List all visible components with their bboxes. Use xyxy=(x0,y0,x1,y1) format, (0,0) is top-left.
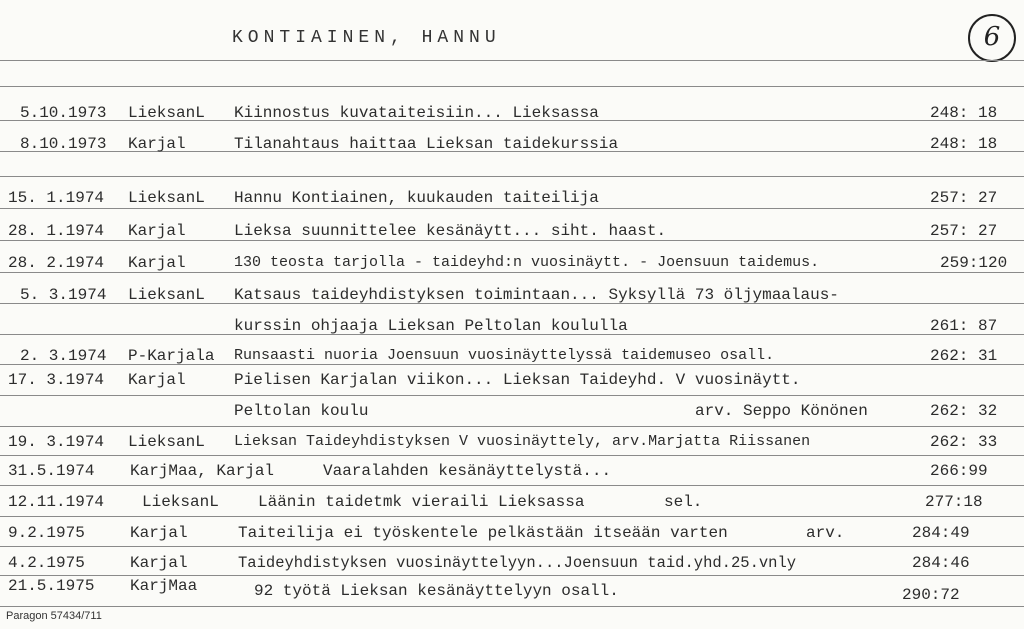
entry-date: 5.10.1973 xyxy=(20,104,107,122)
entry-text: Tilanahtaus haittaa Lieksan taidekurssia xyxy=(234,135,619,153)
entry-date: 21.5.1975 xyxy=(8,577,95,595)
entry-date: 9.2.1975 xyxy=(8,524,85,542)
entry-text: Vaaralahden kesänäyttelystä... xyxy=(323,462,612,480)
entry-date: 12.11.1974 xyxy=(8,493,105,511)
entry-text: Runsaasti nuoria Joensuun vuosinäyttelyssä taidemuseo osall. xyxy=(234,347,775,364)
entry-text: Kiinnostus kuvataiteisiin... Lieksassa xyxy=(234,104,599,122)
entry-date: 28. 2.1974 xyxy=(8,254,105,272)
entry-date: 31.5.1974 xyxy=(8,462,95,480)
entry-source: Karjal xyxy=(130,554,188,572)
entry-date: 19. 3.1974 xyxy=(8,433,105,451)
entry-source: Karjal xyxy=(128,135,186,153)
entry-source: LieksanL xyxy=(128,286,205,304)
card-title: KONTIAINEN, HANNU xyxy=(232,28,501,48)
rule-line xyxy=(0,516,1024,517)
entry-source: Karjal xyxy=(128,371,186,389)
entry-ref: 266:99 xyxy=(930,462,988,480)
entry-text: Lieksan Taideyhdistyksen V vuosinäyttely, arv.Marjatta Riissanen xyxy=(234,433,811,450)
entry-date: 5. 3.1974 xyxy=(20,286,107,304)
entry-ref: 290:72 xyxy=(902,586,960,604)
rule-line xyxy=(0,546,1024,547)
entry-ref: 248: 18 xyxy=(930,135,998,153)
entry-source: LieksanL xyxy=(128,104,205,122)
entry-annotation: arv. Seppo Könönen xyxy=(695,402,868,420)
print-code: Paragon 57434/711 xyxy=(6,610,102,622)
entry-source: Karjal xyxy=(130,524,188,542)
entry-text: Hannu Kontiainen, kuukauden taiteilija xyxy=(234,189,599,207)
entry-source: Karjal xyxy=(128,222,186,240)
rule-line xyxy=(0,60,1024,61)
card-number-circle: 6 xyxy=(968,14,1016,62)
entry-text: Taiteilija ei työskentele pelkästään itseään varten xyxy=(238,524,728,542)
rule-line xyxy=(0,272,1024,273)
rule-line xyxy=(0,208,1024,209)
entry-date: 4.2.1975 xyxy=(8,554,85,572)
entry-ref: 262: 32 xyxy=(930,402,998,420)
entry-date: 17. 3.1974 xyxy=(8,371,105,389)
entry-ref: 262: 31 xyxy=(930,347,998,365)
entry-ref: 259:120 xyxy=(940,254,1008,272)
entry-source: LieksanL xyxy=(128,433,205,451)
entry-ref: 284:46 xyxy=(912,554,970,572)
entry-ref: 257: 27 xyxy=(930,222,998,240)
entry-source: P-Karjala xyxy=(128,347,215,365)
entry-text: kurssin ohjaaja Lieksan Peltolan koululla xyxy=(234,317,628,335)
entry-date: 15. 1.1974 xyxy=(8,189,105,207)
rule-line xyxy=(0,455,1024,456)
rule-line xyxy=(0,240,1024,241)
entry-text: Lieksa suunnittelee kesänäytt... siht. haast. xyxy=(234,222,667,240)
entry-text: 130 teosta tarjolla - taideyhd:n vuosinäytt. - Joensuun taidemus. xyxy=(234,254,820,271)
entry-text: Peltolan koulu xyxy=(234,402,369,420)
rule-line xyxy=(0,176,1024,177)
entry-source: LieksanL xyxy=(128,189,205,207)
rule-line xyxy=(0,426,1024,427)
entry-ref: 262: 33 xyxy=(930,433,998,451)
entry-ref: 261: 87 xyxy=(930,317,998,335)
entry-ref: 257: 27 xyxy=(930,189,998,207)
entry-text: Taideyhdistyksen vuosinäyttelyyn...Joensuun taid.yhd.25.vnly xyxy=(238,554,797,572)
rule-line xyxy=(0,606,1024,607)
entry-annotation: arv. xyxy=(806,524,845,542)
entry-source: LieksanL xyxy=(142,493,219,511)
entry-date: 8.10.1973 xyxy=(20,135,107,153)
entry-source: Karjal xyxy=(128,254,186,272)
entry-source: KarjMaa, Karjal xyxy=(130,462,275,480)
rule-line xyxy=(0,575,1024,576)
rule-line xyxy=(0,395,1024,396)
entry-text: Katsaus taideyhdistyksen toimintaan... Syksyllä 73 öljymaalaus- xyxy=(234,286,839,304)
entry-ref: 248: 18 xyxy=(930,104,998,122)
entry-date: 2. 3.1974 xyxy=(20,347,107,365)
entry-date: 28. 1.1974 xyxy=(8,222,105,240)
entry-text: 92 työtä Lieksan kesänäyttelyyn osall. xyxy=(254,582,619,600)
entry-source: KarjMaa xyxy=(130,577,198,595)
entry-text: Läänin taidetmk vieraili Lieksassa xyxy=(258,493,585,511)
entry-ref: 277:18 xyxy=(925,493,983,511)
entry-ref: 284:49 xyxy=(912,524,970,542)
rule-line xyxy=(0,86,1024,87)
entry-text: Pielisen Karjalan viikon... Lieksan Taideyhd. V vuosinäytt. xyxy=(234,371,801,389)
entry-annotation: sel. xyxy=(664,493,703,511)
rule-line xyxy=(0,485,1024,486)
